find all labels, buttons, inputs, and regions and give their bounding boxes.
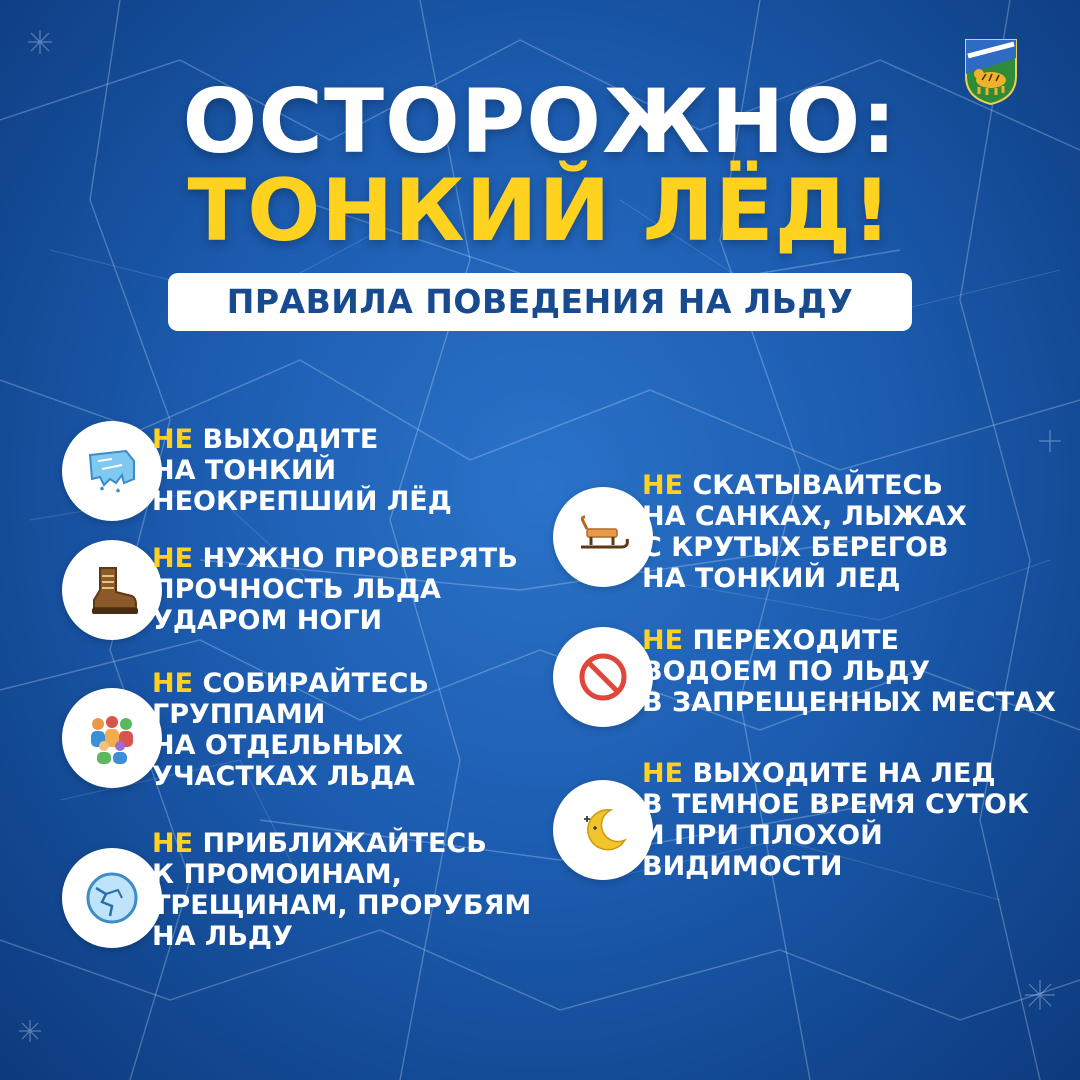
sled-icon xyxy=(553,487,653,587)
title-line-2: ТОНКИЙ ЛЁД! xyxy=(187,161,893,261)
rule-line: СКАТЫВАЙТЕСЬ xyxy=(683,470,943,501)
prohibited-icon xyxy=(553,627,653,727)
rule-negation: НЕ xyxy=(642,758,684,789)
rule-negation: НЕ xyxy=(152,424,194,455)
rule-negation: НЕ xyxy=(152,828,194,859)
rule-line: ГРУППАМИ xyxy=(152,699,326,730)
rule-line: ВОДОЕМ ПО ЛЬДУ xyxy=(642,656,931,687)
rule-line: С КРУТЫХ БЕРЕГОВ xyxy=(642,532,949,563)
rule-line: НА ОТДЕЛЬНЫХ xyxy=(152,730,404,761)
rule-negation: НЕ xyxy=(152,668,194,699)
rule-line: ВЫХОДИТЕ НА ЛЕД xyxy=(683,758,996,789)
boot-icon xyxy=(62,540,162,640)
rule-negation: НЕ xyxy=(642,470,684,501)
rule-line: В ЗАПРЕЩЕННЫХ МЕСТАХ xyxy=(642,687,1056,718)
rule-line: В ТЕМНОЕ ВРЕМЯ СУТОК xyxy=(642,789,1030,820)
rule-line: ПРОЧНОСТЬ ЛЬДА xyxy=(152,574,441,605)
rule-line: НУЖНО ПРОВЕРЯТЬ xyxy=(193,543,518,574)
rule-line: НА ТОНКИЙ ЛЕД xyxy=(642,563,901,594)
rule-line: ПРИБЛИЖАЙТЕСЬ xyxy=(193,828,487,859)
rule-line: ВЫХОДИТЕ xyxy=(193,424,379,455)
rule-line: НА ЛЬДУ xyxy=(152,921,293,952)
subtitle-banner: ПРАВИЛА ПОВЕДЕНИЯ НА ЛЬДУ xyxy=(168,273,912,331)
cracked-ice-icon xyxy=(62,848,162,948)
rule-line: И ПРИ ПЛОХОЙ xyxy=(642,820,883,851)
title-line-1: ОСТОРОЖНО: xyxy=(182,70,898,173)
rule-line: СОБИРАЙТЕСЬ xyxy=(193,668,429,699)
rule-line: ТРЕЩИНАМ, ПРОРУБЯМ xyxy=(152,890,532,921)
rule-line: УЧАСТКАХ ЛЬДА xyxy=(152,761,415,792)
people-group-icon xyxy=(62,688,162,788)
rule-line: НА ТОНКИЙ xyxy=(152,455,337,486)
rule-negation: НЕ xyxy=(152,543,194,574)
rule-line: НЕОКРЕПШИЙ ЛЁД xyxy=(152,486,452,517)
ice-block-icon xyxy=(62,421,162,521)
rule-line: К ПРОМОИНАМ, xyxy=(152,859,402,890)
rule-line: ВИДИМОСТИ xyxy=(642,851,843,882)
rule-line: НА САНКАХ, ЛЫЖАХ xyxy=(642,501,967,532)
moon-icon xyxy=(553,780,653,880)
rule-line: УДАРОМ НОГИ xyxy=(152,605,383,636)
rule-negation: НЕ xyxy=(642,625,684,656)
rule-line: ПЕРЕХОДИТЕ xyxy=(683,625,899,656)
coat-of-arms-icon xyxy=(962,36,1020,106)
